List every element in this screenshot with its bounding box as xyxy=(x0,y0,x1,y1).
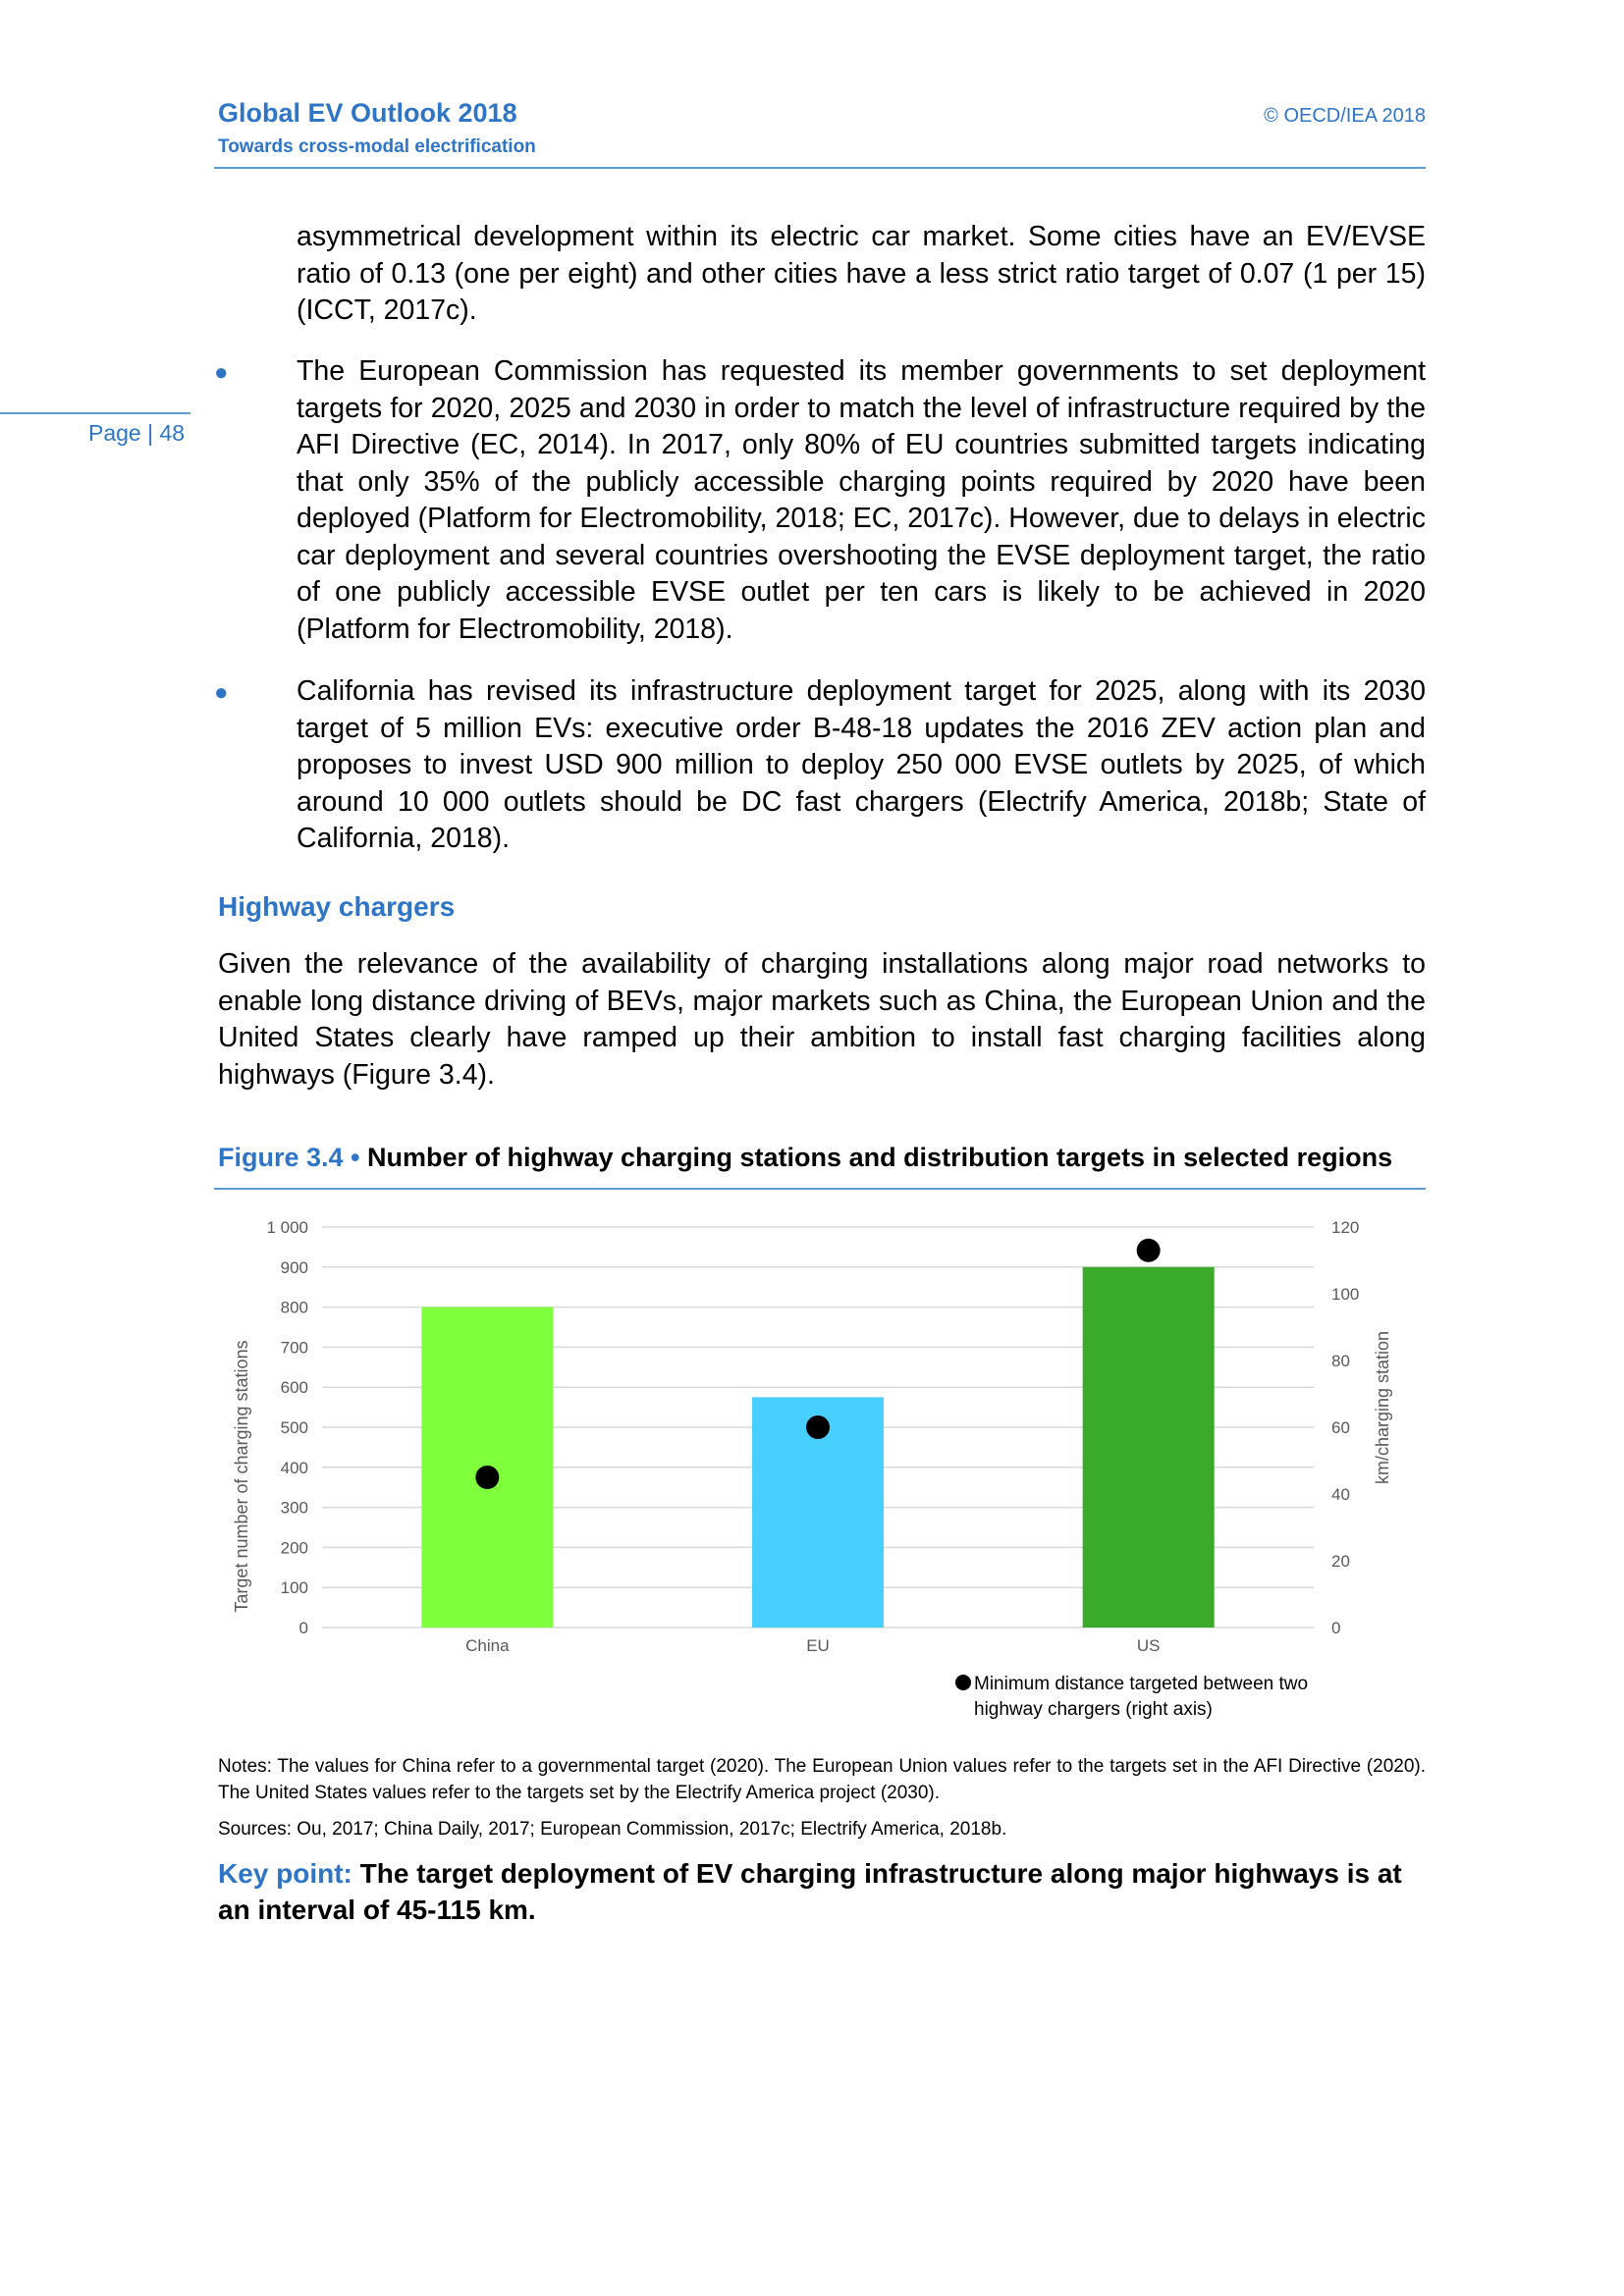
section-heading: Highway chargers xyxy=(218,891,456,922)
bullet-2-marker: ● xyxy=(214,679,229,706)
key-point-text: The target deployment of EV charging infrastructure along major highways is at an interval of 45-115 km. xyxy=(218,1858,1402,1925)
y2-tick-label: 0 xyxy=(1331,1619,1341,1637)
marker-us xyxy=(1137,1239,1161,1262)
figure-caption xyxy=(218,1143,1392,1173)
legend-line-2: highway chargers (right axis) xyxy=(974,1699,1213,1720)
y-tick-label: 600 xyxy=(280,1378,308,1398)
y-tick-label: 1 000 xyxy=(266,1218,308,1237)
figure-notes: Notes: The values for China refer to a governmental target (2020). The European Union values refer to the targets set in the AFI Directive (2020). The United States values refer to the targets set by the Electrify America project (2030). xyxy=(218,1756,1426,1803)
continued-paragraph: asymmetrical development within its electric car market. Some cities have an EV/EVSE ratio of 0.13 (one per eight) and other cities have a less strict ratio target of 0.07 (1 per 15) (ICCT, 2017c). xyxy=(297,221,1426,326)
figure-rule xyxy=(214,1188,1426,1190)
y-tick-label: 400 xyxy=(280,1458,308,1477)
figure-title: Number of highway charging stations and distribution targets in selected regions xyxy=(367,1143,1393,1172)
figure-label: Figure 3.4 • xyxy=(218,1143,360,1172)
side-rule xyxy=(0,412,190,414)
header-subtitle: Towards cross-modal electrification xyxy=(218,136,536,157)
x-tick-label: China xyxy=(465,1636,510,1655)
y2-tick-label: 60 xyxy=(1331,1418,1350,1437)
chart-bars xyxy=(421,1267,1214,1628)
bullet-1-marker: ● xyxy=(214,359,229,386)
y2-tick-label: 100 xyxy=(1331,1285,1360,1304)
x-tick-label: US xyxy=(1136,1636,1161,1655)
y2-tick-label: 120 xyxy=(1331,1218,1360,1237)
page-number: Page | 48 xyxy=(88,420,186,446)
legend-marker-icon xyxy=(955,1675,971,1690)
header-copyright: © OECD/IEA 2018 xyxy=(1264,105,1426,127)
header-title: Global EV Outlook 2018 xyxy=(218,98,517,128)
key-point-label: Key point: xyxy=(218,1858,352,1889)
y-tick-label: 300 xyxy=(280,1498,308,1518)
marker-eu xyxy=(806,1415,830,1439)
legend-line-1: Minimum distance targeted between two xyxy=(974,1674,1309,1694)
chart-left-axis-ticks xyxy=(266,1218,308,1637)
x-tick-label: EU xyxy=(806,1636,830,1655)
y-tick-label: 900 xyxy=(280,1257,308,1277)
y-tick-label: 500 xyxy=(280,1418,308,1437)
section-paragraph: Given the relevance of the availability of charging installations along major road networks to enable long distance driving of BEVs, major markets such as China, the European Union and the United States clearly have ramped up their ambition to install fast charging facilities along highways (Figure 3.4). xyxy=(218,948,1426,1091)
y2-tick-label: 40 xyxy=(1331,1485,1350,1504)
chart-legend xyxy=(955,1674,1308,1720)
y-tick-label: 700 xyxy=(280,1338,308,1358)
bar-us xyxy=(1083,1267,1215,1628)
highway-chargers-chart xyxy=(214,1196,1428,1726)
marker-china xyxy=(475,1466,499,1489)
chart-category-labels xyxy=(465,1636,1160,1655)
chart-right-axis-label: km/charging station xyxy=(1373,1330,1392,1485)
header-rule xyxy=(214,167,1426,169)
key-point xyxy=(218,1855,1426,1928)
y-tick-label: 200 xyxy=(280,1538,308,1558)
y-tick-label: 800 xyxy=(280,1298,308,1317)
chart-left-axis-label: Target number of charging stations xyxy=(232,1340,251,1613)
chart-right-axis-ticks xyxy=(1331,1218,1359,1637)
bullet-2-text: California has revised its infrastructure deployment target for 2025, along with its 2030 target of 5 million EVs: executive order B-48-18 updates the 2016 ZEV action plan and proposes to invest USD 900 million to deploy 250 000 EVSE outlets by 2025, of which around 10 000 outlets should be DC fast chargers (Electrify America, 2018b; State of California, 2018). xyxy=(297,675,1426,854)
y-tick-label: 0 xyxy=(298,1619,308,1637)
y2-tick-label: 20 xyxy=(1331,1552,1350,1571)
bullet-1-text: The European Commission has requested its member governments to set deployment targets for 2020, 2025 and 2030 in order to match the level of infrastructure required by the AFI Directive (EC, 2014). In 2017, only 80% of EU countries submitted targets indicating that only 35% of the publicly accessible charging points required by 2020 have been deployed (Platform for Electromobility, 2018; EC, 2017c). However, due to delays in electric car deployment and several countries overshooting the EVSE deployment target, the ratio of one publicly accessible EVSE outlet per ten cars is likely to be achieved in 2020 (Platform for Electromobility, 2018). xyxy=(297,355,1426,645)
y-tick-label: 100 xyxy=(280,1578,308,1598)
figure-sources: Sources: Ou, 2017; China Daily, 2017; European Commission, 2017c; Electrify America, 2018b. xyxy=(218,1819,1007,1840)
y2-tick-label: 80 xyxy=(1331,1352,1350,1370)
